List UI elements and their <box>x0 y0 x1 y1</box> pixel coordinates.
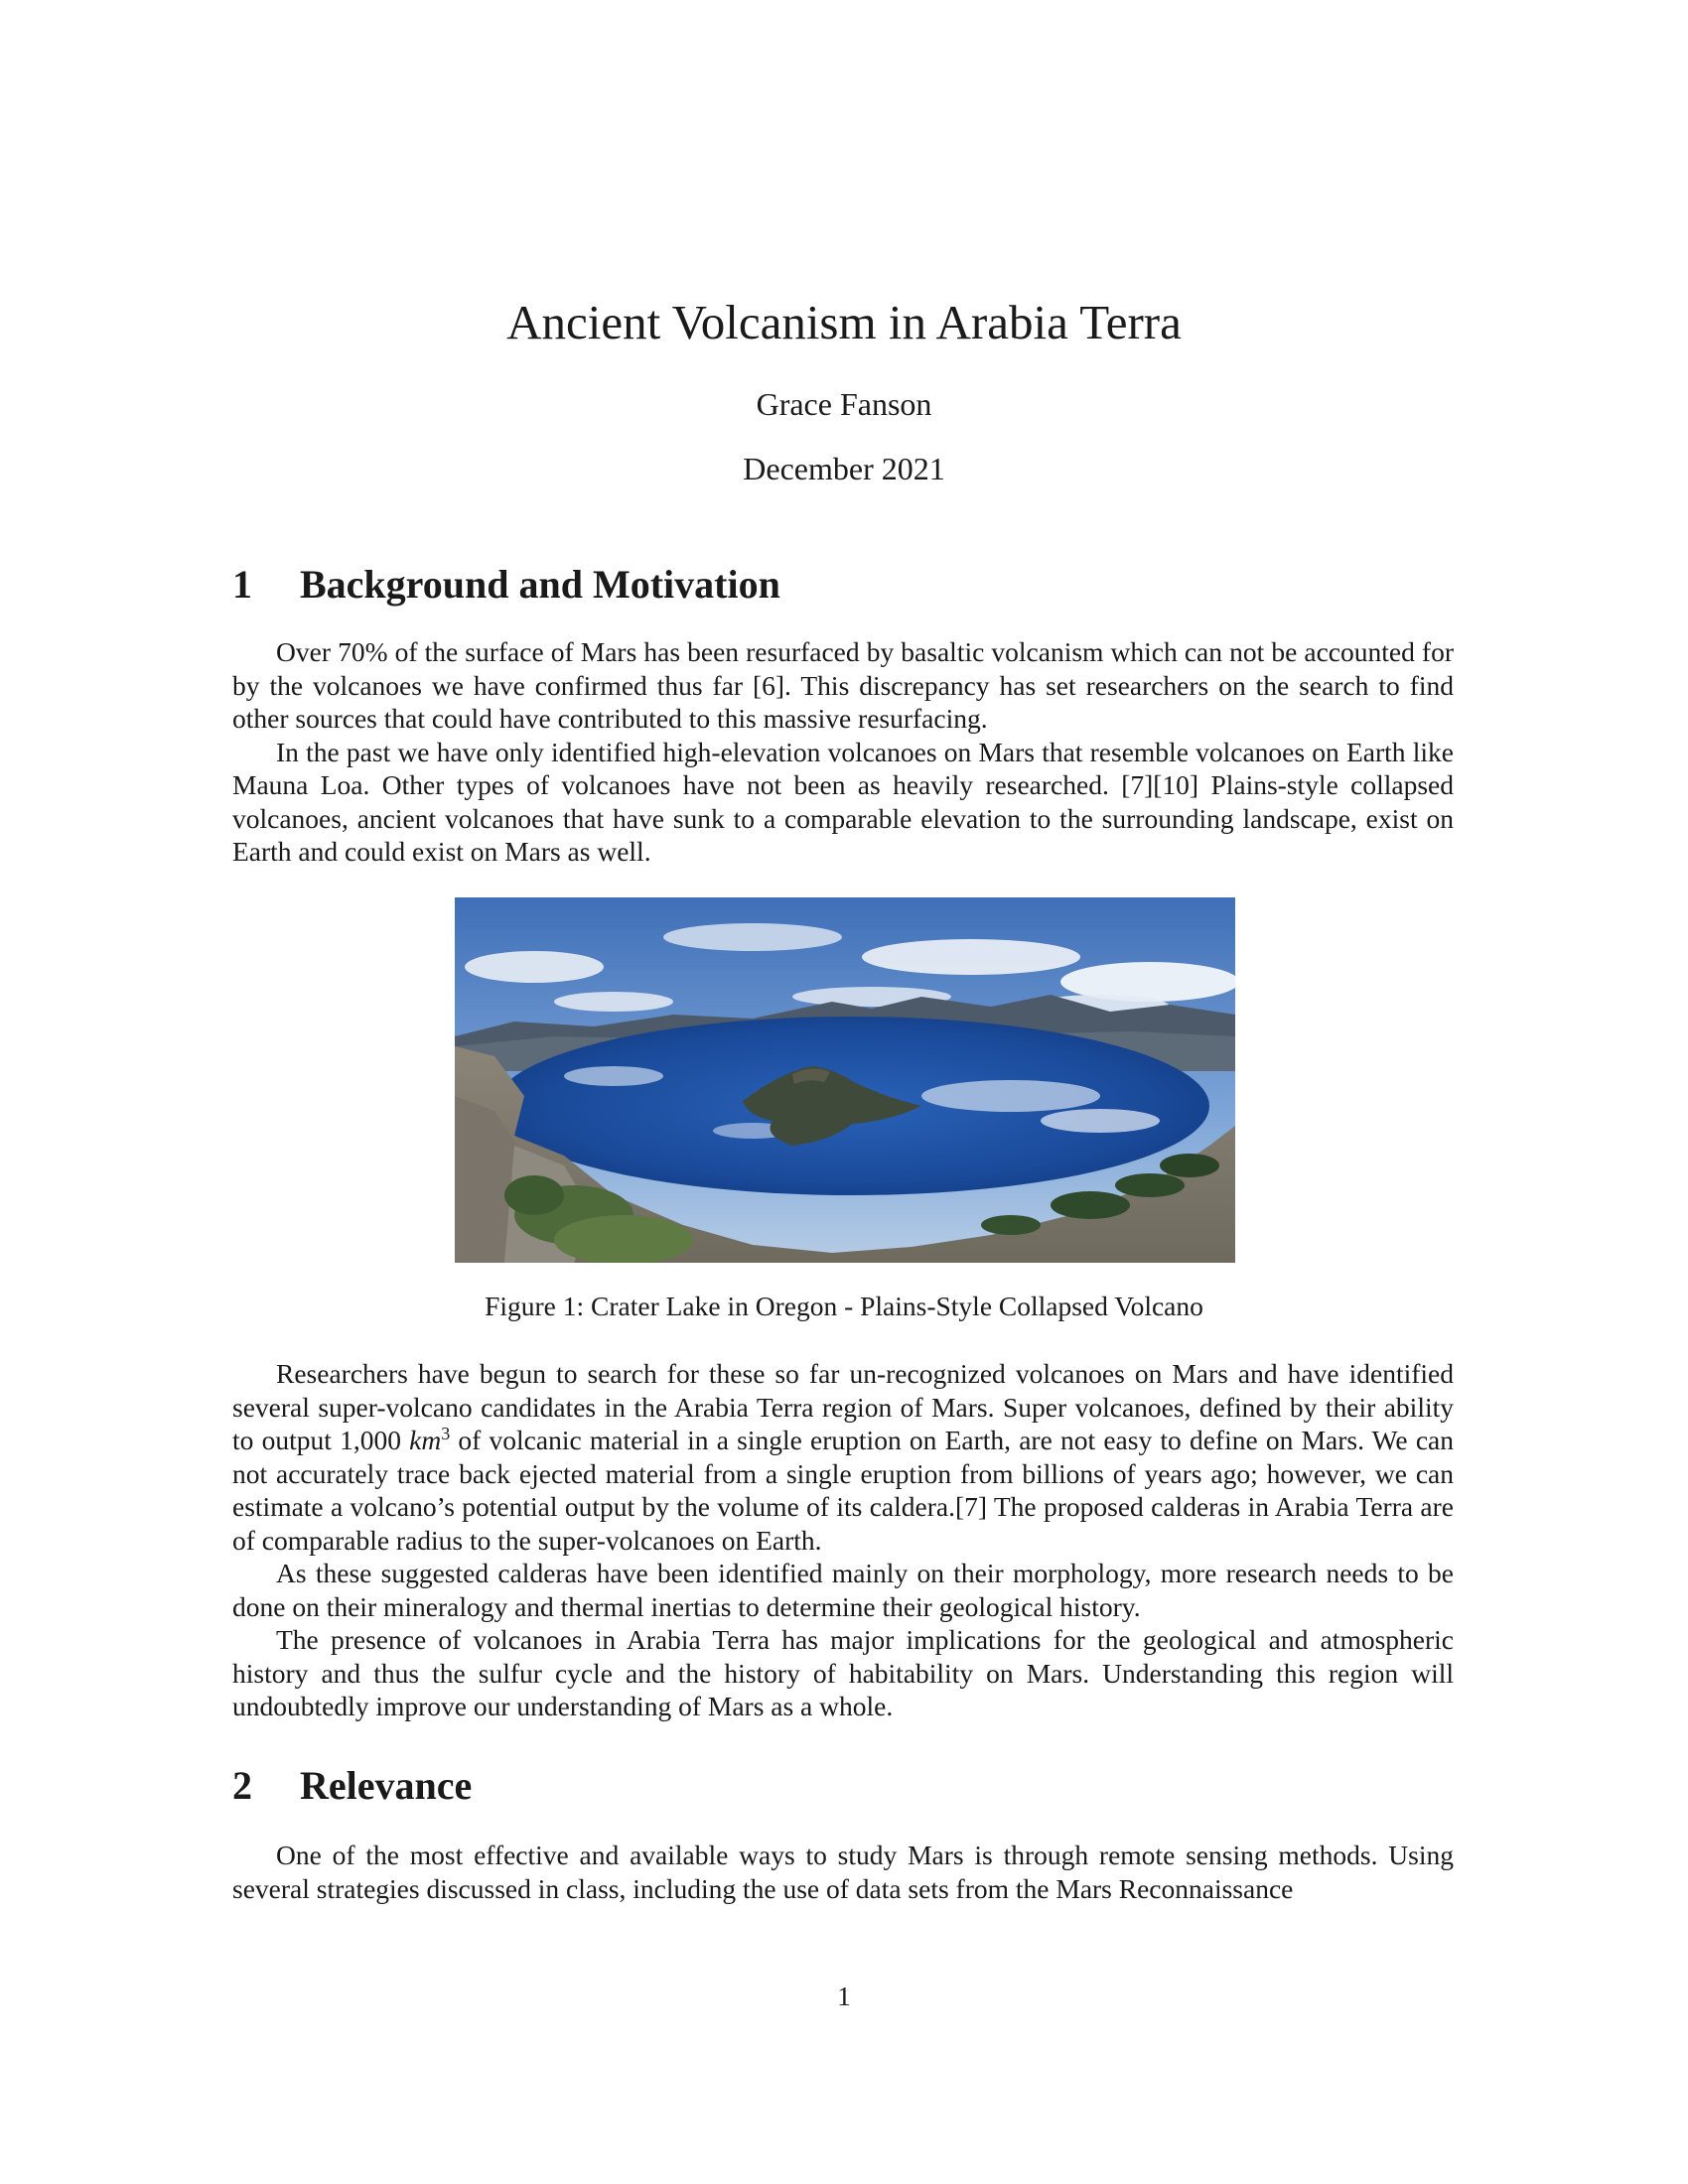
section-body-continued <box>232 1357 1454 1723</box>
paragraph: Over 70% of the surface of Mars has been resurfaced by basaltic volcanism which can not be accounted for by the volcanoes we have confirmed thus far [6]. This discrepancy has set researchers on the search to find other sources that could have contributed to this massive resurfacing. <box>232 636 1454 734</box>
paragraph: As these suggested calderas have been identified mainly on their morphology, more research needs to be done on their mineralogy and thermal inertias to determine their geological history. <box>232 1558 1454 1622</box>
section-body-background <box>232 635 1454 869</box>
paragraph-text: of volcanic material in a single eruption on Earth, are not easy to define on Mars. We can not accurately trace back ejected material from a single eruption from billions of years ago; however, we can estimate a volcano’s potential output by the volume of its caldera.[7] The proposed calderas in Arabia Terra are of comparable radius to the super-volcanoes on Earth. <box>232 1425 1454 1556</box>
crater-lake-photo <box>455 897 1235 1263</box>
section-number: 1 <box>232 562 252 607</box>
paragraph: One of the most effective and available ways to study Mars is through remote sensing methods. Using several strategies discussed in class, including the use of data sets from the Mars Reconnaissance <box>232 1840 1454 1904</box>
paragraph-text: Researchers have begun to search for these so far un-recognized volcanoes on Mars and have identified several super-volcano candidates in the Arabia Terra region of Mars. Super volcanoes, defined by their ability to output 1,000 <box>232 1358 1454 1455</box>
paragraph: The presence of volcanoes in Arabia Terra has major implications for the geological and atmospheric history and thus the sulfur cycle and the history of habitability on Mars. Understanding this region will undoubtedly improve our understanding of Mars as a whole. <box>232 1624 1454 1721</box>
paper-author: Grace Fanson <box>756 386 932 422</box>
crater-lake-image <box>455 897 1235 1263</box>
section-number: 2 <box>232 1763 252 1808</box>
unit-km: km <box>409 1425 442 1455</box>
page-number: 1 <box>837 1980 851 2011</box>
section-heading-relevance <box>232 1762 472 1809</box>
unit-exponent: 3 <box>441 1423 451 1443</box>
paragraph <box>232 1357 1454 1557</box>
section-heading-background <box>232 561 780 608</box>
figure-caption: Figure 1: Crater Lake in Oregon - Plains-Style Collapsed Volcano <box>485 1291 1203 1321</box>
section-body-relevance <box>232 1839 1454 1905</box>
paragraph: In the past we have only identified high-elevation volcanoes on Mars that resemble volcanoes on Earth like Mauna Loa. Other types of volcanoes have not been as heavily researched. [7][10] Plains-style collapsed volcanoes, ancient volcanoes that have sunk to a comparable elevation to the surrounding landscape, exist on Earth and could exist on Mars as well. <box>232 736 1454 867</box>
section-title: Background and Motivation <box>300 562 780 607</box>
paper-date: December 2021 <box>743 451 945 486</box>
paper-title: Ancient Volcanism in Arabia Terra <box>506 295 1182 349</box>
section-title: Relevance <box>300 1763 473 1808</box>
